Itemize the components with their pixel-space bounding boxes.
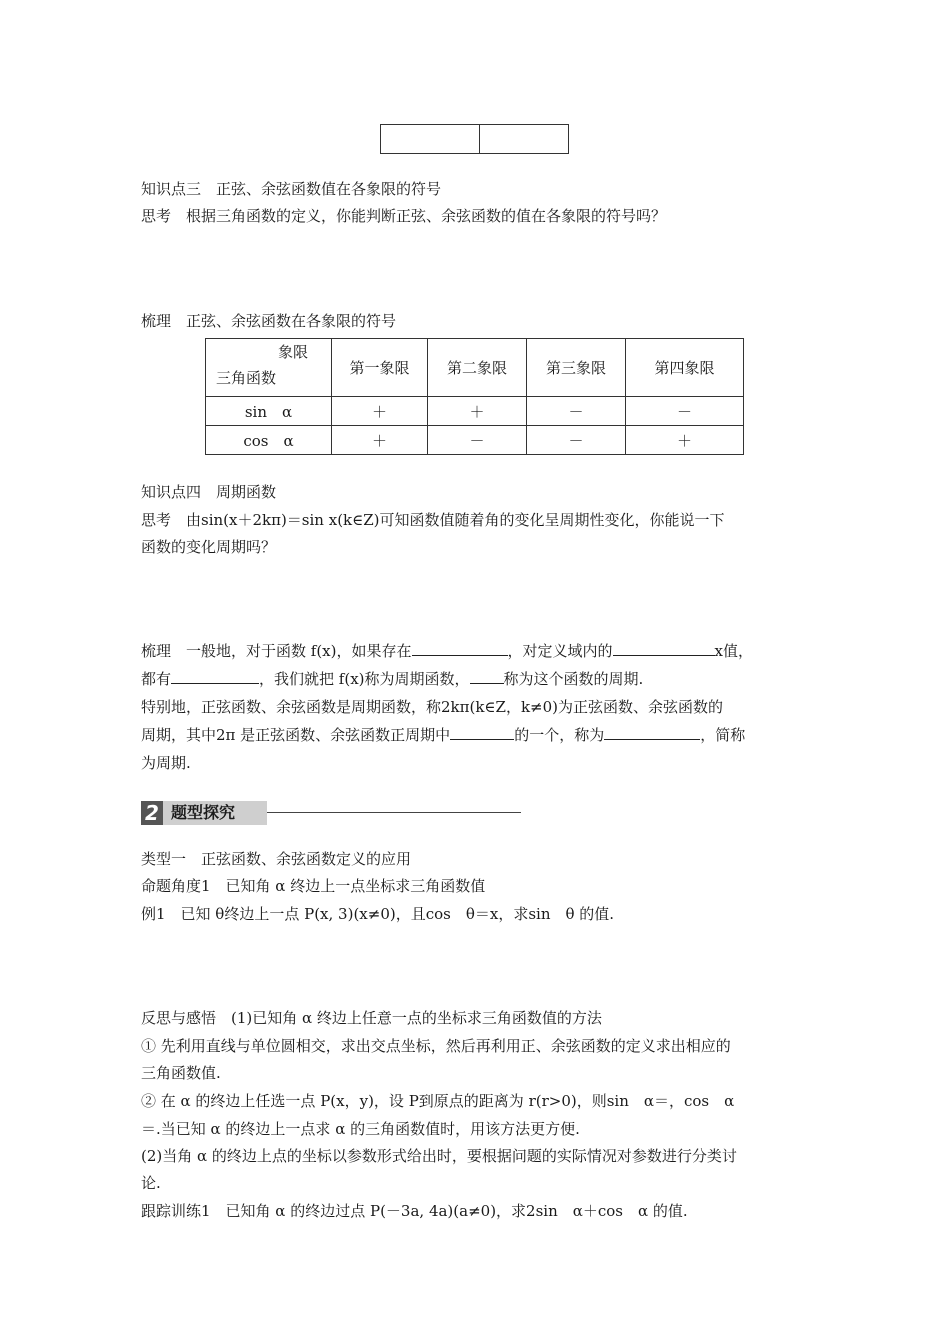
reflection-p2-line2: ＝.当已知 α 的终边上一点求 α 的三角函数值时，用该方法更方便. xyxy=(141,1120,580,1138)
section-rule xyxy=(267,812,521,813)
text: ，简称 xyxy=(700,726,746,744)
kp3-heading: 知识点三 正弦、余弦函数值在各象限的符号 xyxy=(141,180,442,198)
table-row xyxy=(206,426,744,455)
text: 的一个，称为 xyxy=(514,726,605,744)
fill-blank xyxy=(412,641,508,656)
empty-table-fragment xyxy=(380,124,569,154)
section-title: 题型探究 xyxy=(163,801,267,825)
kp3-think: 思考 根据三角函数的定义，你能判断正弦、余弦函数的值在各象限的符号吗？ xyxy=(141,207,667,225)
cell: ＋ xyxy=(626,426,744,455)
text: 梳理 一般地，对于函数 f(x)，如果存在 xyxy=(141,642,412,660)
sign-table xyxy=(205,338,744,455)
kp4-heading: 知识点四 周期函数 xyxy=(141,483,277,501)
table-corner-cell xyxy=(206,339,332,397)
table-divider xyxy=(479,125,480,153)
kp4-think-line2: 函数的变化周期吗？ xyxy=(141,538,277,556)
header-q2: 第二象限 xyxy=(428,339,527,397)
kp4-summary-line3: 特别地，正弦函数、余弦函数是周期函数，称2kπ(k∈Z，k≠0)为正弦函数、余弦函数的 xyxy=(141,698,724,716)
table-row xyxy=(206,397,744,426)
fill-blank xyxy=(604,725,700,740)
kp4-think-line1: 思考 由sin(x＋2kπ)＝sin x(k∈Z)可知函数值随着角的变化呈周期性变化，你能说一下 xyxy=(141,511,725,529)
reflection-p3-line1: (2)当角 α 的终边上点的坐标以参数形式给出时，要根据问题的实际情况对参数进行分类讨 xyxy=(141,1147,737,1165)
text: 称为这个函数的周期. xyxy=(503,670,644,688)
header-q1: 第一象限 xyxy=(332,339,428,397)
cell: － xyxy=(527,397,626,426)
corner-top-label: 象限 xyxy=(278,343,309,361)
reflection-p1-line2: 三角函数值. xyxy=(141,1064,221,1082)
fill-blank xyxy=(470,669,504,684)
reflection-p1-line1: ① 先利用直线与单位圆相交，求出交点坐标，然后再利用正、余弦函数的定义求出相应的 xyxy=(141,1037,731,1055)
reflection-p2-line1: ② 在 α 的终边上任选一点 P(x，y)，设 P到原点的距离为 r(r>0)，则sin α＝，cos α xyxy=(141,1092,735,1110)
kp4-summary-line2 xyxy=(141,669,643,689)
kp4-summary-line1 xyxy=(141,641,753,661)
cell: ＋ xyxy=(332,426,428,455)
cell: ＋ xyxy=(332,397,428,426)
corner-bottom-label: 三角函数 xyxy=(216,369,277,387)
fill-blank xyxy=(613,641,715,656)
text: ，对定义域内的 xyxy=(507,642,613,660)
type1-angle1: 命题角度1 已知角 α 终边上一点坐标求三角函数值 xyxy=(141,877,486,895)
fill-blank xyxy=(171,669,259,684)
section-banner xyxy=(141,801,521,825)
row-label-sin: sin α xyxy=(206,397,332,426)
reflection-p3-line2: 论. xyxy=(141,1174,161,1192)
tracking-exercise: 跟踪训练1 已知角 α 的终边过点 P(－3a, 4a)(a≠0)，求2sin α＋cos α 的值. xyxy=(141,1202,688,1220)
kp4-summary-line4 xyxy=(141,725,745,745)
kp3-summary: 梳理 正弦、余弦函数在各象限的符号 xyxy=(141,312,397,330)
text: ，我们就把 f(x)称为周期函数， xyxy=(259,670,470,688)
type1-heading: 类型一 正弦函数、余弦函数定义的应用 xyxy=(141,850,412,868)
section-number: 2 xyxy=(141,801,163,825)
header-q4: 第四象限 xyxy=(626,339,744,397)
text: 都有 xyxy=(141,670,172,688)
cell: － xyxy=(626,397,744,426)
text: x值， xyxy=(714,642,753,660)
cell: － xyxy=(527,426,626,455)
reflection-heading: 反思与感悟 (1)已知角 α 终边上任意一点的坐标求三角函数值的方法 xyxy=(141,1009,602,1027)
header-q3: 第三象限 xyxy=(527,339,626,397)
row-label-cos: cos α xyxy=(206,426,332,455)
example1: 例1 已知 θ终边上一点 P(x, 3)(x≠0)，且cos θ＝x，求sin θ 的值. xyxy=(141,905,615,923)
fill-blank xyxy=(450,725,514,740)
kp4-summary-line5: 为周期. xyxy=(141,754,191,772)
cell: ＋ xyxy=(428,397,527,426)
text: 周期，其中2π 是正弦函数、余弦函数正周期中 xyxy=(141,726,451,744)
cell: － xyxy=(428,426,527,455)
